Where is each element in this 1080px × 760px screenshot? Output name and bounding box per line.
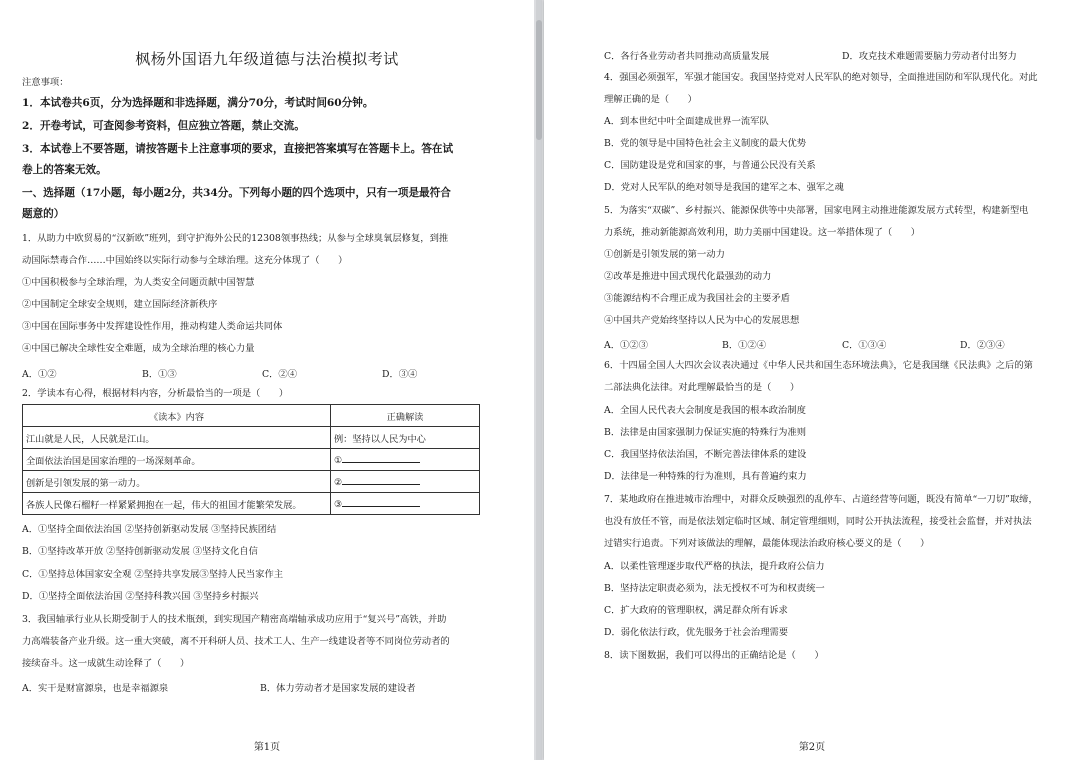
answer-blank — [342, 453, 420, 463]
answer-option: D．法律是一种特殊的行为准则，具有普遍约束力 — [604, 471, 807, 482]
answer-option: B．体力劳动者才是国家发展的建设者 — [260, 683, 416, 694]
table-cell-answer — [331, 449, 480, 471]
table-cell-content: 全面依法治国是国家治理的一场深刻革命。 — [23, 449, 331, 471]
answer-blank — [342, 497, 420, 507]
question-item: ④中国已解决全球性安全难题，成为全球治理的核心力量 — [22, 343, 255, 354]
notice-item: 2．开卷考试，可查阅参考资料，但应独立答题，禁止交流。 — [22, 120, 305, 132]
table-header-cell: 正确解读 — [331, 405, 480, 427]
table-cell-answer — [331, 471, 480, 493]
question-item: ③能源结构不合理正成为我国社会的主要矛盾 — [604, 293, 790, 304]
question-stem: 4．强国必须强军，军强才能国安。我国坚持党对人民军队的绝对领导，全面推进国防和军队现代化。对此 — [604, 72, 1038, 83]
notice-item: 1．本试卷共6页，分为选择题和非选择题，满分70分，考试时间60分钟。 — [22, 97, 374, 109]
answer-option: B．法律是由国家强制力保证实施的特殊行为准则 — [604, 427, 807, 438]
answer-option: A．①②③ — [604, 340, 648, 351]
answer-option: B．①坚持改革开放 ②坚持创新驱动发展 ③坚持文化自信 — [22, 546, 258, 557]
table-cell-content: 江山就是人民，人民就是江山。 — [23, 427, 331, 449]
answer-option: C．扩大政府的管理职权，满足群众所有诉求 — [604, 605, 788, 616]
notice-heading: 注意事项： — [22, 77, 69, 88]
answer-option: B．①③ — [142, 369, 177, 380]
notice-item: 3．本试卷上不要答题，请按答题卡上注意事项的要求，直接把答案填写在答题卡上。答在试 — [22, 143, 454, 155]
question-stem: 8．读下图数据，我们可以得出的正确结论是（ ） — [604, 650, 824, 661]
question-stem: 接续奋斗。这一成就生动诠释了（ ） — [22, 658, 190, 669]
question-stem: 1．从助力中欧贸易的“汉新欧”班列，到守护海外公民的12308领事热线；从参与全球臭氧层修复，到推 — [22, 233, 449, 244]
answer-option: A．以柔性管理逐步取代严格的执法，提升政府公信力 — [604, 561, 825, 572]
answer-option: C．我国坚持依法治国，不断完善法律体系的建设 — [604, 449, 807, 460]
question-stem: 5．为落实“双碳”、乡村振兴、能源保供等中央部署，国家电网主动推进能源发展方式转型，构建新型电 — [604, 205, 1029, 216]
answer-option: D．①坚持全面依法治国 ②坚持科教兴国 ③坚持乡村振兴 — [22, 591, 259, 602]
document-page-1 — [0, 0, 534, 760]
question-item: ④中国共产党始终坚持以人民为中心的发展思想 — [604, 315, 800, 326]
answer-option: D．攻克技术难题需要脑力劳动者付出努力 — [842, 51, 1017, 62]
reading-table — [22, 404, 480, 515]
answer-option: D．党对人民军队的绝对领导是我国的建军之本、强军之魂 — [604, 182, 844, 193]
answer-option: D．弱化依法行政，优先服务于社会治理需要 — [604, 627, 789, 638]
question-item: ③中国在国际事务中发挥建设性作用，推动构建人类命运共同体 — [22, 321, 283, 332]
table-row — [23, 427, 480, 449]
blank-marker: ③ — [334, 499, 343, 510]
question-item: ①中国积极参与全球治理，为人类安全问题贡献中国智慧 — [22, 277, 255, 288]
answer-option: D．③④ — [382, 369, 418, 380]
answer-option: A．①坚持全面依法治国 ②坚持创新驱动发展 ③坚持民族团结 — [22, 524, 277, 535]
page-number: 第2页 — [798, 742, 826, 753]
question-stem: 力系统，推动新能源高效利用，助力美丽中国建设。这一举措体现了（ ） — [604, 227, 921, 238]
answer-option: B．坚持法定职责必须为，法无授权不可为和权责统一 — [604, 583, 825, 594]
notice-item: 卷上的答案无效。 — [22, 164, 107, 176]
question-stem: 6．十四届全国人大四次会议表决通过《中华人民共和国生态环境法典》，它是我国继《民法典》之后的第 — [604, 360, 1033, 371]
document-page-2 — [544, 0, 1080, 760]
table-cell-answer: 例：坚持以人民为中心 — [331, 427, 480, 449]
exam-title: 枫杨外国语九年级道德与法治模拟考试 — [135, 50, 399, 68]
table-header-cell: 《读本》内容 — [23, 405, 331, 427]
answer-option: B．党的领导是中国特色社会主义制度的最大优势 — [604, 138, 807, 149]
question-item: ①创新是引领发展的第一动力 — [604, 249, 725, 260]
question-stem: 也没有放任不管，而是依法划定临时区域、制定管理细则，同时公开执法流程，接受社会监督，并对执法 — [604, 516, 1032, 527]
table-row — [23, 449, 480, 471]
page-number: 第1页 — [253, 742, 281, 753]
table-cell-answer — [331, 493, 480, 515]
question-item: ②中国制定全球安全规则，建立国际经济新秩序 — [22, 299, 218, 310]
table-cell-content: 各族人民像石榴籽一样紧紧拥抱在一起，伟大的祖国才能繁荣发展。 — [23, 493, 331, 515]
table-row — [23, 471, 480, 493]
section-heading: 一、选择题（17小题，每小题2分，共34分。下列每小题的四个选项中，只有一项是最符合 — [22, 187, 451, 199]
answer-option: C．①坚持总体国家安全观 ②坚持共享发展③坚持人民当家作主 — [22, 569, 284, 580]
answer-option: A．到本世纪中叶全面建成世界一流军队 — [604, 116, 769, 127]
question-stem: 过错实行追责。下列对该做法的理解，最能体现法治政府核心要义的是（ ） — [604, 538, 930, 549]
question-stem: 理解正确的是（ ） — [604, 94, 697, 105]
question-stem: 动国际禁毒合作……中国始终以实际行动参与全球治理。这充分体现了（ ） — [22, 255, 348, 266]
table-header-row — [23, 405, 480, 427]
table-row — [23, 493, 480, 515]
section-heading: 题意的） — [22, 208, 65, 220]
scrollbar-thumb[interactable] — [536, 20, 542, 140]
answer-blank — [342, 475, 420, 485]
question-stem: 二部法典化法律。对此理解最恰当的是（ ） — [604, 382, 800, 393]
answer-option: B．①②④ — [722, 340, 767, 351]
answer-option: D．②③④ — [960, 340, 1005, 351]
answer-option: A．全国人民代表大会制度是我国的根本政治制度 — [604, 405, 806, 416]
answer-option: C．②④ — [262, 369, 298, 380]
blank-marker: ② — [334, 477, 343, 488]
answer-option: A．实干是财富源泉，也是幸福源泉 — [22, 683, 169, 694]
blank-marker: ① — [334, 455, 343, 466]
answer-option: A．①② — [22, 369, 57, 380]
question-stem: 7．某地政府在推进城市治理中，对群众反映强烈的乱停车、占道经营等问题，既没有简单“一刀切”取缔， — [604, 494, 1038, 505]
question-stem: 2．学读本有心得，根据材料内容，分析最恰当的一项是（ ） — [22, 388, 289, 399]
question-item: ②改革是推进中国式现代化最强劲的动力 — [604, 271, 772, 282]
answer-option: C．各行各业劳动者共同推动高质量发展 — [604, 51, 770, 62]
vertical-scrollbar[interactable] — [536, 0, 542, 760]
question-stem: 力高端装备产业升级。这一重大突破，离不开科研人员、技术工人、生产一线建设者等不同岗位劳动者的 — [22, 636, 450, 647]
table-cell-content: 创新是引领发展的第一动力。 — [23, 471, 331, 493]
question-stem: 3．我国轴承行业从长期受制于人的技术瓶颈，到实现国产精密高端轴承成功应用于“复兴号”高铁，并助 — [22, 614, 447, 625]
answer-option: C．国防建设是党和国家的事，与普通公民没有关系 — [604, 160, 816, 171]
answer-option: C．①③④ — [842, 340, 887, 351]
